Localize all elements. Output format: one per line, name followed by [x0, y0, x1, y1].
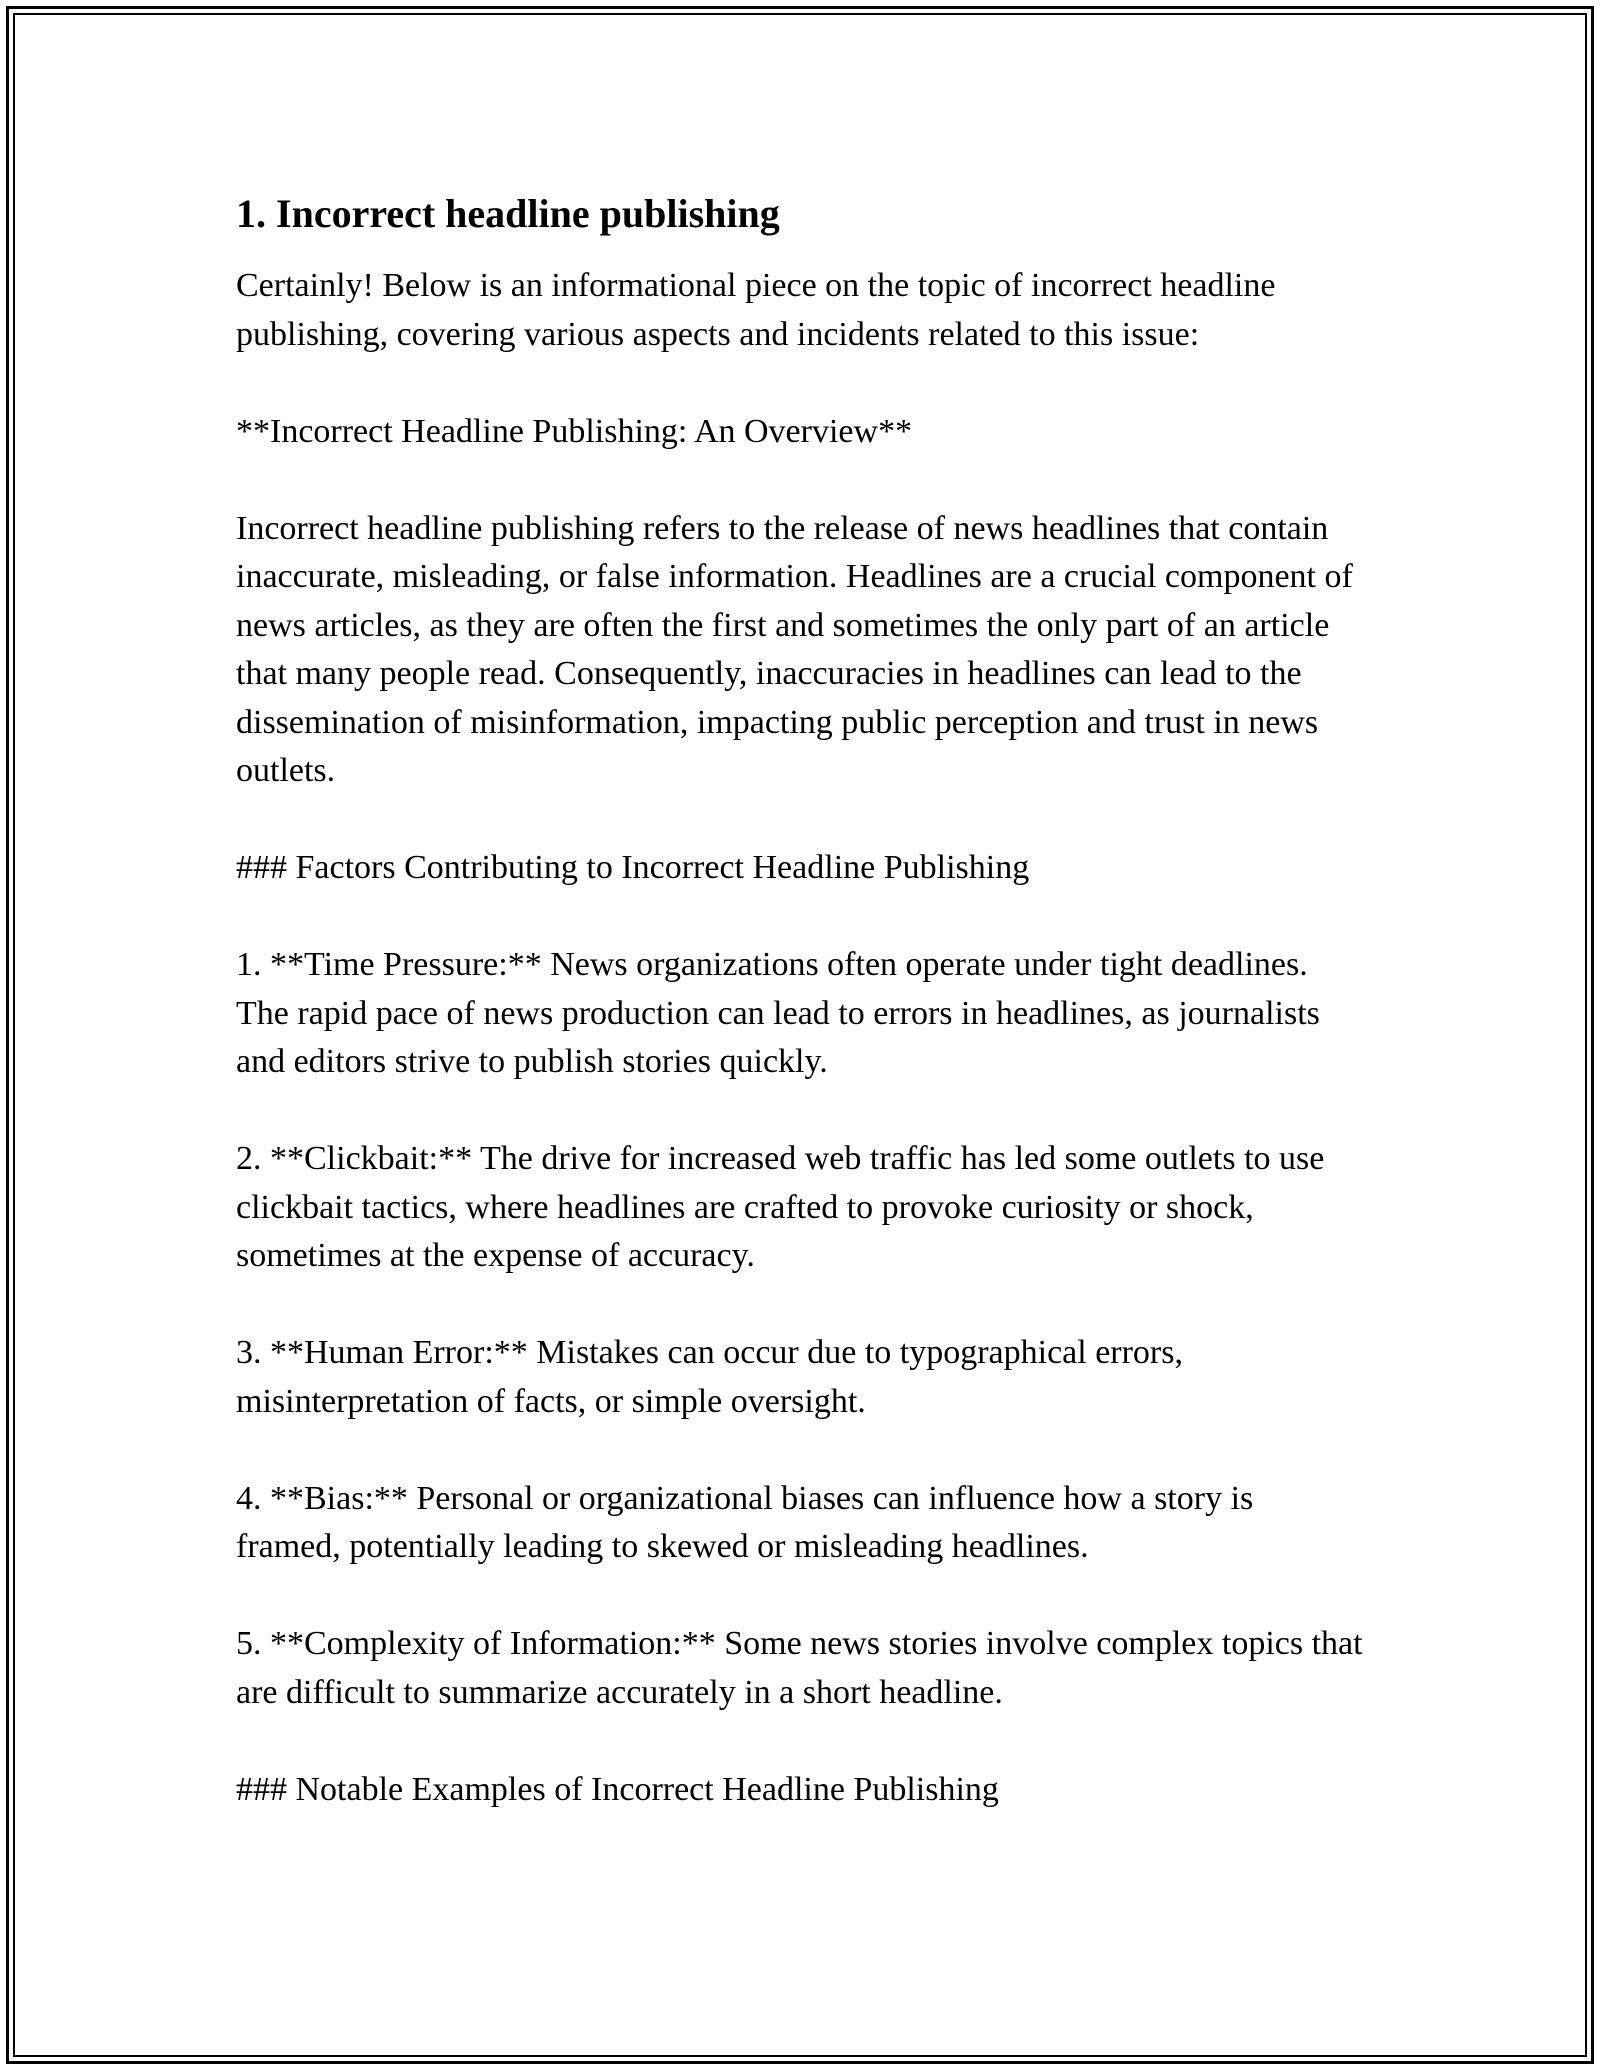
- factor-item-time-pressure: 1. **Time Pressure:** News organizations often operate under tight deadlines. The rapid pace of news production can lead to errors in headlines, as journalists and editors strive to publish stories quickly.: [236, 946, 1320, 1080]
- factor-item-complexity: 5. **Complexity of Information:** Some news stories involve complex topics that are difficult to summarize accurately in a short headline.: [236, 1625, 1363, 1711]
- overview-heading: **Incorrect Headline Publishing: An Overview**: [236, 412, 913, 450]
- factor-item-clickbait: 2. **Clickbait:** The drive for increased web traffic has led some outlets to use clickbait tactics, where headlines are crafted to provoke curiosity or shock, sometimes at the expense of accuracy.: [236, 1140, 1325, 1274]
- factor-item-human-error: 3. **Human Error:** Mistakes can occur due to typographical errors, misinterpretation of facts, or simple oversight.: [236, 1334, 1183, 1420]
- factor-item-bias: 4. **Bias:** Personal or organizational biases can influence how a story is framed, potentially leading to skewed or misleading headlines.: [236, 1479, 1254, 1565]
- factors-heading: ### Factors Contributing to Incorrect Headline Publishing: [236, 849, 1030, 886]
- document-title: 1. Incorrect headline publishing: [236, 191, 780, 236]
- examples-heading: ### Notable Examples of Incorrect Headline Publishing: [236, 1770, 999, 1808]
- document-body: [236, 188, 1366, 1863]
- intro-paragraph: Certainly! Below is an informational piece on the topic of incorrect headline publishing, covering various aspects and incidents related to this issue:: [236, 267, 1276, 353]
- definition-paragraph: Incorrect headline publishing refers to the release of news headlines that contain inaccurate, misleading, or false information. Headlines are a crucial component of news articles, as they are often the first and sometimes the only part of an article that many people read. Consequently, inaccuracies in headlines can lead to the dissemination of misinformation, impacting public perception and trust in news outlets.: [236, 509, 1353, 789]
